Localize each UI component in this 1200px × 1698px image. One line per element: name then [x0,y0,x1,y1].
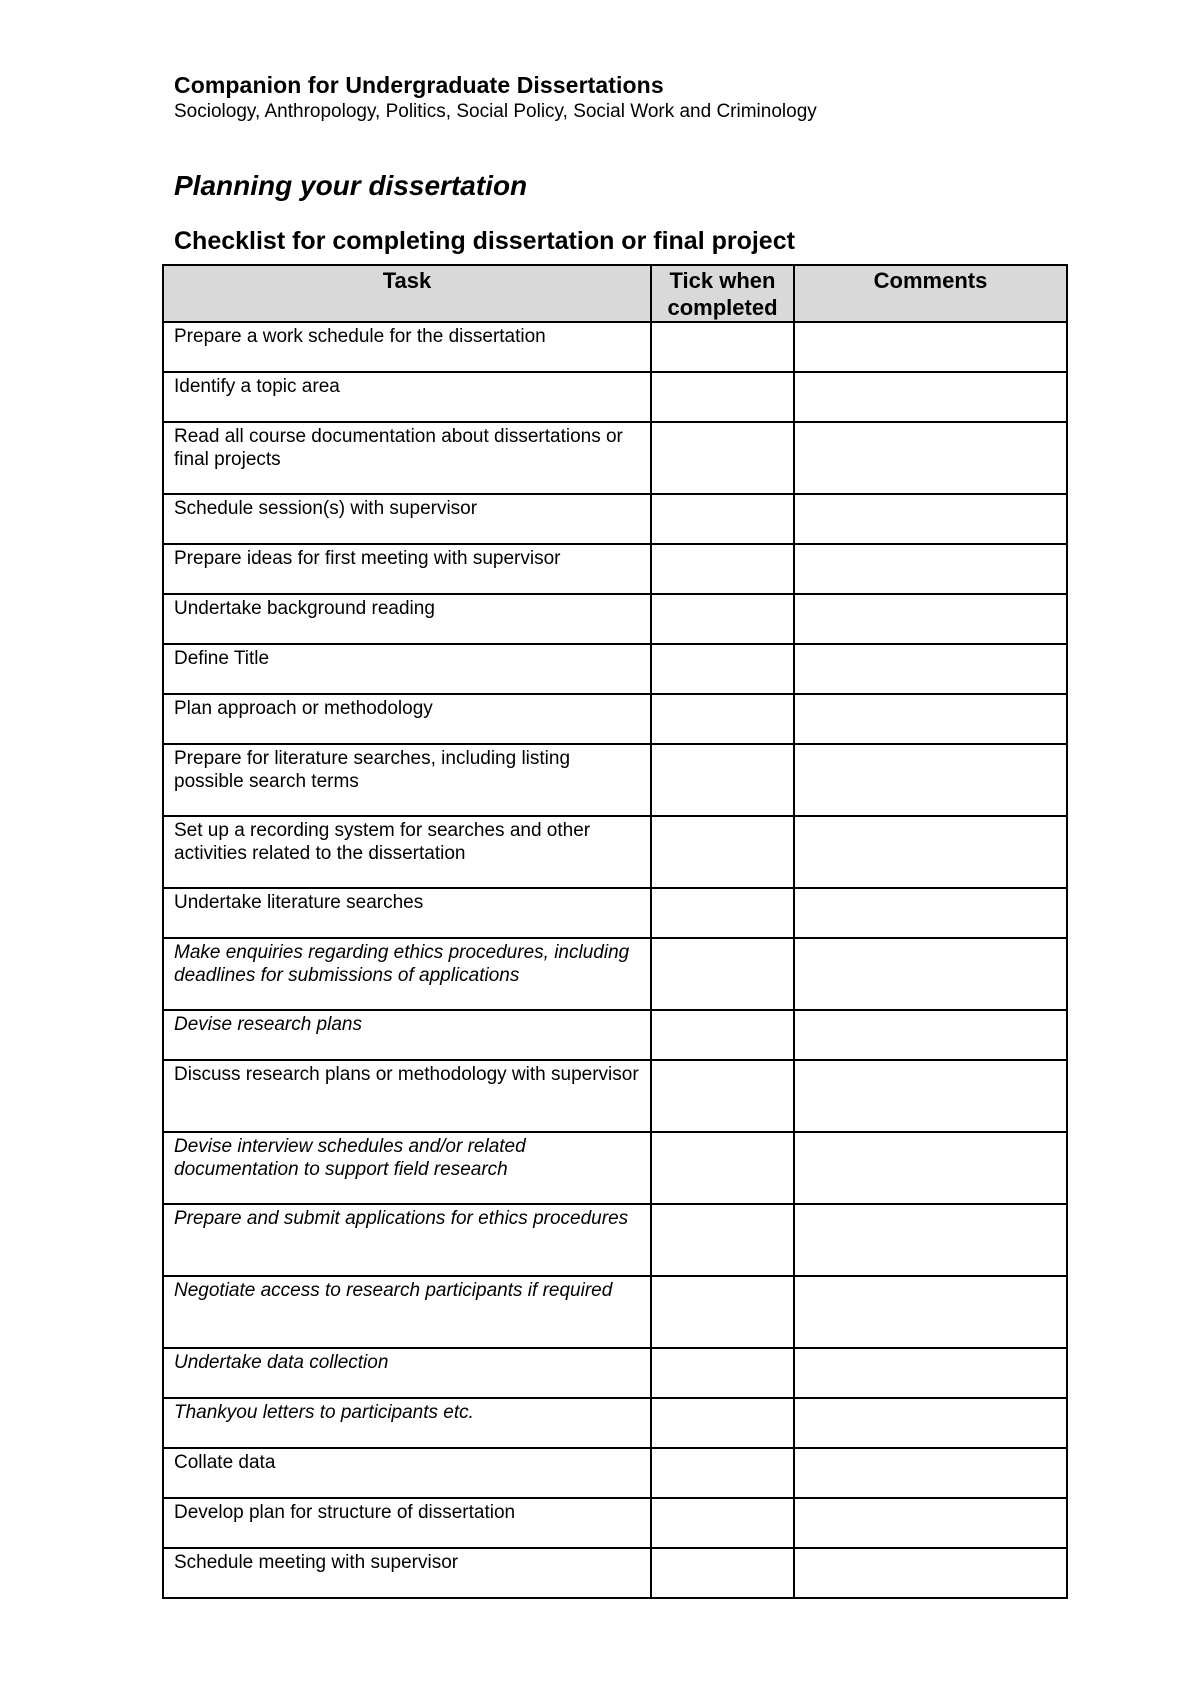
comments-cell[interactable] [794,1060,1067,1132]
checklist-row [163,1398,1067,1448]
column-header-task [163,265,651,322]
comments-cell[interactable] [794,1204,1067,1276]
tick-cell[interactable] [651,494,794,544]
comments-cell[interactable] [794,494,1067,544]
tick-cell[interactable] [651,594,794,644]
checklist-row [163,816,1067,888]
task-cell: Devise interview schedules and/or related documentation to support field research [163,1132,651,1204]
comments-cell[interactable] [794,1276,1067,1348]
checklist-row [163,1276,1067,1348]
task-cell: Develop plan for structure of dissertation [163,1498,651,1548]
comments-cell[interactable] [794,544,1067,594]
comments-cell[interactable] [794,816,1067,888]
checklist-row [163,544,1067,594]
checklist-body [163,322,1067,1598]
checklist-row [163,1448,1067,1498]
comments-cell[interactable] [794,1348,1067,1398]
tick-cell[interactable] [651,1498,794,1548]
checklist-row [163,1132,1067,1204]
tick-cell[interactable] [651,372,794,422]
checklist-row [163,1204,1067,1276]
checklist-row [163,938,1067,1010]
column-header-tick-line2: completed [667,295,778,320]
task-cell: Devise research plans [163,1010,651,1060]
task-cell: Prepare for literature searches, including listing possible search terms [163,744,651,816]
task-cell: Schedule meeting with supervisor [163,1548,651,1598]
task-cell: Schedule session(s) with supervisor [163,494,651,544]
tick-cell[interactable] [651,1060,794,1132]
document-subtitle: Sociology, Anthropology, Politics, Social Policy, Social Work and Criminology [174,101,817,122]
checklist-row [163,744,1067,816]
tick-cell[interactable] [651,1010,794,1060]
tick-cell[interactable] [651,1398,794,1448]
column-header-comments [794,265,1067,322]
checklist-row [163,594,1067,644]
tick-cell[interactable] [651,694,794,744]
checklist-row [163,694,1067,744]
checklist-header-row [163,265,1067,322]
checklist-row [163,888,1067,938]
comments-cell[interactable] [794,694,1067,744]
task-cell: Set up a recording system for searches and other activities related to the dissertation [163,816,651,888]
comments-cell[interactable] [794,372,1067,422]
checklist-row [163,372,1067,422]
tick-cell[interactable] [651,1132,794,1204]
comments-cell[interactable] [794,1448,1067,1498]
comments-cell[interactable] [794,594,1067,644]
comments-cell[interactable] [794,422,1067,494]
tick-cell[interactable] [651,422,794,494]
checklist-row [163,1548,1067,1598]
tick-cell[interactable] [651,322,794,372]
task-cell: Prepare and submit applications for ethics procedures [163,1204,651,1276]
task-cell: Make enquiries regarding ethics procedures, including deadlines for submissions of applications [163,938,651,1010]
task-cell: Prepare a work schedule for the dissertation [163,322,651,372]
comments-cell[interactable] [794,888,1067,938]
comments-cell[interactable] [794,938,1067,1010]
comments-cell[interactable] [794,1132,1067,1204]
tick-cell[interactable] [651,1448,794,1498]
document-title: Companion for Undergraduate Dissertations [174,72,664,98]
column-header-tick-line1: Tick when [669,268,776,293]
task-cell: Undertake background reading [163,594,651,644]
checklist-row [163,1010,1067,1060]
task-cell: Discuss research plans or methodology with supervisor [163,1060,651,1132]
column-header-tick [651,265,794,322]
tick-cell[interactable] [651,544,794,594]
tick-cell[interactable] [651,888,794,938]
tick-cell[interactable] [651,1548,794,1598]
comments-cell[interactable] [794,1398,1067,1448]
tick-cell[interactable] [651,744,794,816]
checklist-row [163,322,1067,372]
task-cell: Undertake literature searches [163,888,651,938]
tick-cell[interactable] [651,644,794,694]
checklist-row [163,494,1067,544]
comments-cell[interactable] [794,1498,1067,1548]
comments-cell[interactable] [794,1548,1067,1598]
checklist-row [163,1498,1067,1548]
tick-cell[interactable] [651,938,794,1010]
comments-cell[interactable] [794,322,1067,372]
task-cell: Negotiate access to research participants if required [163,1276,651,1348]
tick-cell[interactable] [651,1348,794,1398]
task-cell: Define Title [163,644,651,694]
tick-cell[interactable] [651,1276,794,1348]
task-cell: Read all course documentation about dissertations or final projects [163,422,651,494]
column-header-task-label: Task [382,268,432,293]
task-cell: Plan approach or methodology [163,694,651,744]
task-cell: Collate data [163,1448,651,1498]
column-header-comments-label: Comments [873,268,988,293]
task-cell: Prepare ideas for first meeting with supervisor [163,544,651,594]
task-cell: Undertake data collection [163,1348,651,1398]
checklist-row [163,1060,1067,1132]
comments-cell[interactable] [794,644,1067,694]
section-heading: Planning your dissertation [174,170,528,201]
checklist-row [163,644,1067,694]
task-cell: Identify a topic area [163,372,651,422]
tick-cell[interactable] [651,1204,794,1276]
checklist-caption: Checklist for completing dissertation or final project [174,227,795,255]
checklist-row [163,1348,1067,1398]
tick-cell[interactable] [651,816,794,888]
task-cell: Thankyou letters to participants etc. [163,1398,651,1448]
comments-cell[interactable] [794,1010,1067,1060]
checklist-table [162,264,1068,1599]
checklist-row [163,422,1067,494]
comments-cell[interactable] [794,744,1067,816]
